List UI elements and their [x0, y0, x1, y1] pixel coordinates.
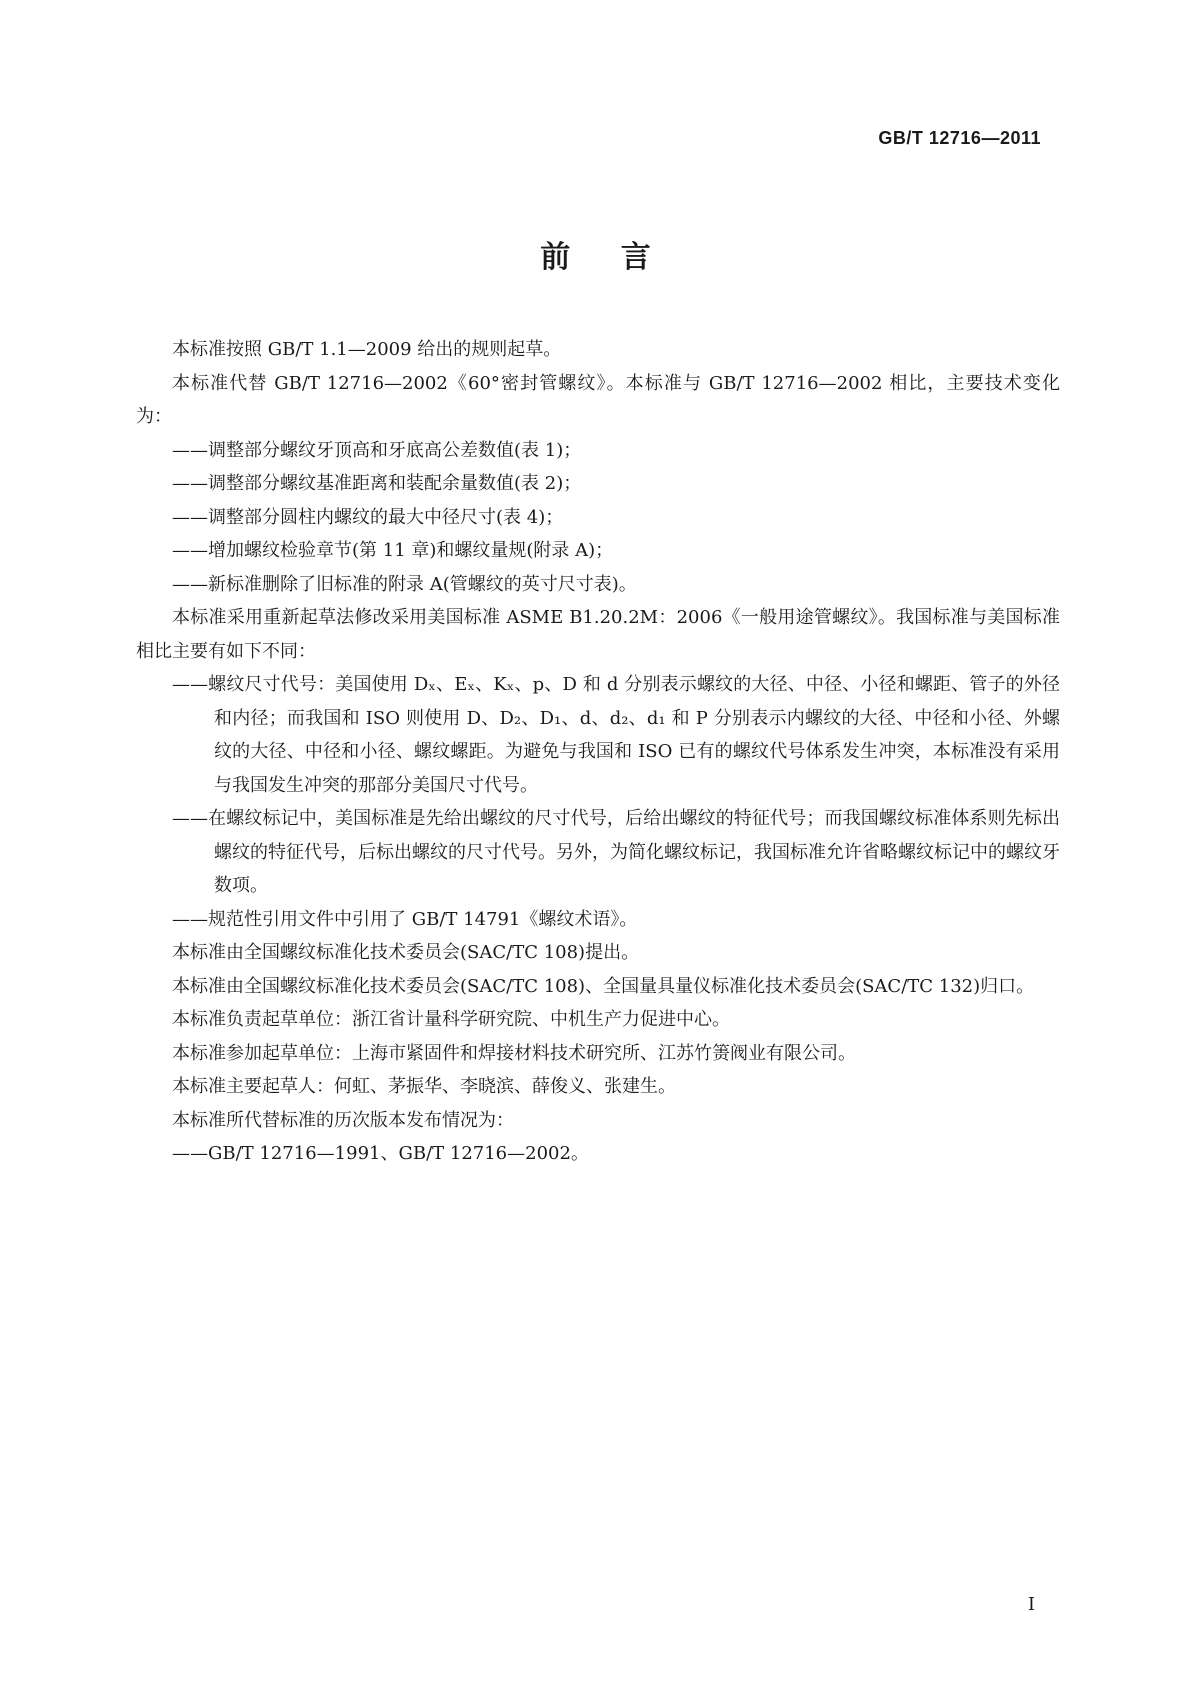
- standard-number: GB/T 12716—2011: [878, 128, 1041, 148]
- difference-item-3: ——规范性引用文件中引用了 GB/T 14791《螺纹术语》。: [172, 908, 638, 930]
- paragraph-replaces: 本标准代替 GB/T 12716—2002《60°密封管螺纹》。本标准与 GB/T 12716—2002 相比，主要技术变化为：: [136, 372, 1060, 427]
- paragraph-adoption: 本标准采用重新起草法修改采用美国标准 ASME B1.20.2M：2006《一般用途管螺纹》。我国标准与美国标准相比主要有如下不同：: [136, 607, 1060, 662]
- change-item-5: ——新标准删除了旧标准的附录 A(管螺纹的英寸尺寸表)。: [172, 573, 637, 595]
- page-title: [0, 232, 1191, 276]
- previous-editions-item: ——GB/T 12716—1991、GB/T 12716—2002。: [172, 1143, 589, 1164]
- paragraph-centralized-by: 本标准由全国螺纹标准化技术委员会(SAC/TC 108)、全国量具量仪标准化技术委员会(SAC/TC 132)归口。: [172, 975, 1035, 997]
- paragraph-lead-drafters: 本标准负责起草单位：浙江省计量科学研究院、中机生产力促进中心。: [172, 1009, 730, 1030]
- change-item-1: ——调整部分螺纹牙顶高和牙底高公差数值(表 1)；: [172, 439, 582, 461]
- change-item-3: ——调整部分圆柱内螺纹的最大中径尺寸(表 4)；: [172, 506, 564, 528]
- title-char-1: 前: [540, 240, 571, 275]
- paragraph-proposed-by: 本标准由全国螺纹标准化技术委员会(SAC/TC 108)提出。: [172, 942, 640, 963]
- paragraph-previous-editions: 本标准所代替标准的历次版本发布情况为：: [172, 1109, 514, 1131]
- change-item-4: ——增加螺纹检验章节(第 11 章)和螺纹量规(附录 A)；: [172, 540, 614, 561]
- page-number: I: [1027, 1594, 1035, 1615]
- difference-item-1: ——螺纹尺寸代号：美国使用 Dₓ、Eₓ、Kₓ、p、D 和 d 分别表示螺纹的大径、中径、小径和螺距、管子的外径和内径；而我国和 ISO 则使用 D、D₂、D₁、d、d₂、d₁ 和 P 分别表示内螺纹的大径、中径和小径、外螺纹的大径、中径和小径、螺纹螺距。为避免与我国和 ISO 已有的螺纹代号体系发生冲突，本标准没有采用与我国发生冲突的那部分美国尺寸代号。: [172, 674, 1060, 796]
- preface-body: [136, 333, 1060, 1171]
- difference-item-2: ——在螺纹标记中，美国标准是先给出螺纹的尺寸代号，后给出螺纹的特征代号；而我国螺纹标准体系则先标出螺纹的特征代号，后标出螺纹的尺寸代号。另外，为简化螺纹标记，我国标准允许省略螺纹标记中的螺纹牙数项。: [172, 808, 1060, 896]
- paragraph-participating-drafters: 本标准参加起草单位：上海市紧固件和焊接材料技术研究所、江苏竹箦阀业有限公司。: [172, 1042, 856, 1064]
- paragraph-main-drafters: 本标准主要起草人：何虹、茅振华、李晓滨、薛俊义、张建生。: [172, 1076, 676, 1097]
- paragraph-drafting-rules: 本标准按照 GB/T 1.1—2009 给出的规则起草。: [172, 339, 562, 360]
- change-item-2: ——调整部分螺纹基准距离和装配余量数值(表 2)；: [172, 473, 582, 494]
- title-char-2: 言: [620, 240, 651, 275]
